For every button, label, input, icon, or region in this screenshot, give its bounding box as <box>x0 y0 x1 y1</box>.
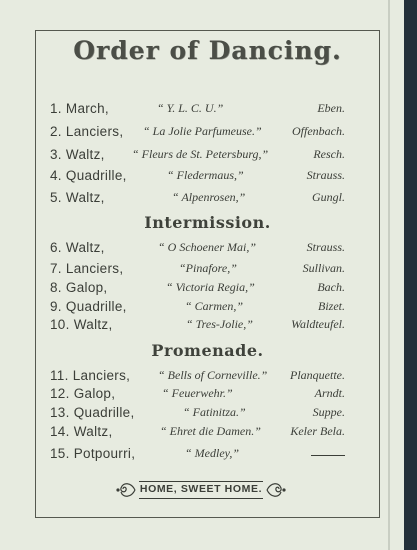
dance-piece: “ Alpenrosen,” <box>172 190 246 204</box>
dance-label: 1. March, <box>50 101 109 116</box>
dance-label: 3. Waltz, <box>50 147 105 162</box>
section-heading-promenade: Promenade. <box>151 341 264 360</box>
dance-composer: Keler Bela. <box>290 424 345 438</box>
dance-label: 4. Quadrille, <box>50 168 127 183</box>
scroll-ornament-right-icon <box>265 478 287 502</box>
dance-composer: Bach. <box>317 280 345 294</box>
dance-label: 8. Galop, <box>50 280 108 295</box>
dance-piece: “ Feuerwehr.” <box>162 386 233 400</box>
dance-row <box>0 147 404 165</box>
dance-piece: “ Bells of Corneville.” <box>158 368 268 382</box>
dance-row <box>0 386 404 404</box>
dance-composer: Eben. <box>317 101 345 115</box>
dance-row <box>0 317 404 335</box>
dance-piece: “ Fatinitza.” <box>183 405 246 419</box>
dance-row <box>0 368 404 386</box>
dance-row <box>0 299 404 317</box>
dance-label: 9. Quadrille, <box>50 299 127 314</box>
dance-row <box>0 240 404 258</box>
dance-row <box>0 101 404 119</box>
dance-row <box>0 446 404 464</box>
dance-piece: “ Ehret die Damen.” <box>160 424 261 438</box>
dance-composer: Resch. <box>313 147 345 161</box>
closing-title: HOME, SWEET HOME. <box>139 483 263 495</box>
dance-composer: Suppe. <box>312 405 345 419</box>
dance-label: 15. Potpourri, <box>50 446 136 461</box>
dance-label: 11. Lanciers, <box>50 368 131 383</box>
dance-row <box>0 280 404 298</box>
dance-piece: “ Fleurs de St. Petersburg,” <box>132 147 269 161</box>
dance-composer: Waldteufel. <box>291 317 345 331</box>
dance-label: 14. Waltz, <box>50 424 113 439</box>
dance-row <box>0 190 404 208</box>
dance-piece: “ Medley,” <box>185 446 239 460</box>
dance-label: 13. Quadrille, <box>50 405 135 420</box>
dance-row <box>0 124 404 142</box>
closing-banner <box>115 478 287 502</box>
dance-label: 12. Galop, <box>50 386 116 401</box>
dance-piece: “ Carmen,” <box>185 299 244 313</box>
dance-composer: Sullivan. <box>302 261 345 275</box>
section-heading-intermission: Intermission. <box>144 213 271 232</box>
dance-piece: “ Fledermaus,” <box>167 168 244 182</box>
dance-row <box>0 168 404 186</box>
dance-composer: Strauss. <box>306 168 345 182</box>
dance-label: 2. Lanciers, <box>50 124 124 139</box>
dance-piece: “ Y. L. C. U.” <box>157 101 224 115</box>
dance-label: 7. Lanciers, <box>50 261 124 276</box>
dance-row <box>0 261 404 279</box>
dance-piece: “ Victoria Regia,” <box>166 280 255 294</box>
dance-composer: Strauss. <box>306 240 345 254</box>
dance-piece: “ O Schoener Mai,” <box>158 240 256 254</box>
dance-piece: “Pinafore,” <box>179 261 237 275</box>
dance-composer: Offenbach. <box>292 124 345 138</box>
dance-composer: Bizet. <box>318 299 345 313</box>
dance-label: 6. Waltz, <box>50 240 105 255</box>
dance-composer: Gungl. <box>312 190 345 204</box>
page-title: Order of Dancing. <box>73 36 342 65</box>
dance-composer: Arndt. <box>314 386 345 400</box>
dance-row <box>0 424 404 442</box>
dance-piece: “ Tres-Jolie,” <box>186 317 253 331</box>
dance-composer: Planquette. <box>290 368 345 382</box>
dance-label: 5. Waltz, <box>50 190 105 205</box>
ornament-rule-top <box>139 481 263 482</box>
dance-piece: “ La Jolie Parfumeuse.” <box>143 124 262 138</box>
dance-row <box>0 405 404 423</box>
ornament-rule-bottom <box>139 498 263 499</box>
composer-blank-line <box>311 455 345 456</box>
dance-label: 10. Waltz, <box>50 317 113 332</box>
